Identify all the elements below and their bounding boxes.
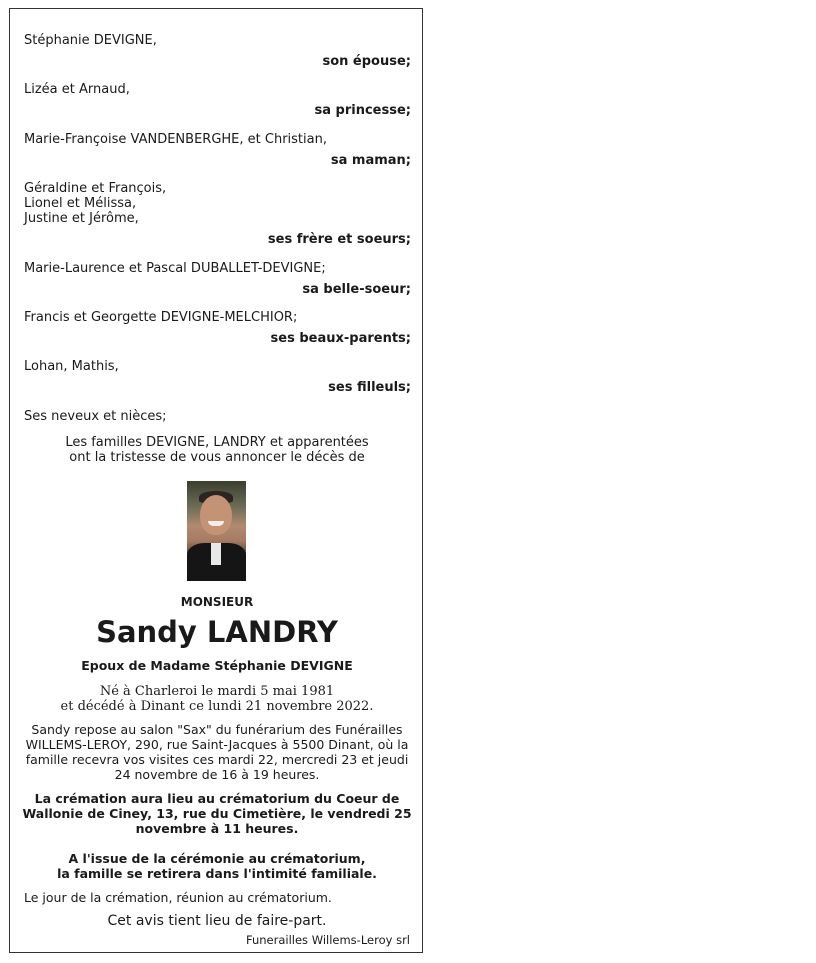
family-names: Lizéa et Arnaud, bbox=[24, 82, 130, 97]
spouse-line: Epoux de Madame Stéphanie DEVIGNE bbox=[81, 658, 353, 673]
family-entry bbox=[24, 33, 411, 69]
visit-text: Sandy repose au salon "Sax" du funérarium des Funérailles WILLEMS-LEROY, 290, rue Saint-Jacques à 5500 Dinant, où la famille recevra vos visites ces mardi 22, mercredi 23 et jeudi 24 novembre de 16 à 19 heures. bbox=[25, 722, 409, 782]
ceremony-text bbox=[20, 851, 414, 881]
family-names: Lohan, Mathis, bbox=[24, 359, 119, 374]
family-entry bbox=[24, 261, 411, 297]
birth-line: Né à Charleroi le mardi 5 mai 1981 bbox=[99, 684, 335, 699]
family-entry bbox=[24, 409, 411, 424]
family-names: Lionel et Mélissa, bbox=[24, 196, 137, 211]
family-role: son épouse; bbox=[322, 54, 411, 69]
cremation-text: La crémation aura lieu au crématorium du Coeur de Wallonie de Ciney, 13, rue du Cimetière, le vendredi 25 novembre à 11 heures. bbox=[22, 791, 412, 836]
notice-text: Cet avis tient lieu de faire-part. bbox=[107, 913, 327, 929]
death-notice-card bbox=[9, 8, 423, 953]
announcement bbox=[20, 435, 414, 465]
family-role: sa princesse; bbox=[314, 103, 411, 118]
family-role: sa maman; bbox=[330, 153, 411, 168]
ceremony-line: A l'issue de la cérémonie au crématorium, bbox=[68, 851, 366, 866]
family-names: Francis et Georgette DEVIGNE-MELCHIOR; bbox=[24, 310, 298, 325]
funeral-home: Funerailles Willems-Leroy srl bbox=[245, 933, 410, 947]
birth-death bbox=[20, 684, 414, 714]
family-names: Stéphanie DEVIGNE, bbox=[24, 33, 157, 48]
announcement-line: Les familles DEVIGNE, LANDRY et apparentées bbox=[65, 435, 369, 450]
family-entry bbox=[24, 82, 411, 118]
deceased-name: Sandy LANDRY bbox=[96, 615, 338, 649]
reunion-text: Le jour de la crémation, réunion au crématorium. bbox=[24, 890, 332, 905]
death-line: et décédé à Dinant ce lundi 21 novembre 2022. bbox=[60, 699, 374, 714]
ceremony-line: la famille se retirera dans l'intimité familiale. bbox=[57, 866, 377, 881]
family-names: Géraldine et François, bbox=[24, 181, 167, 196]
family-entry bbox=[24, 359, 411, 395]
family-names: Marie-Françoise VANDENBERGHE, et Christian, bbox=[24, 132, 327, 147]
family-role: ses frère et soeurs; bbox=[267, 232, 411, 247]
announcement-line: ont la tristesse de vous annoncer le décès de bbox=[69, 450, 365, 465]
family-entry bbox=[24, 310, 411, 346]
family-entry bbox=[24, 132, 411, 168]
family-role: ses beaux-parents; bbox=[270, 331, 411, 346]
deceased-title: MONSIEUR bbox=[180, 595, 254, 609]
family-names: Ses neveux et nièces; bbox=[24, 409, 167, 424]
portrait-photo bbox=[187, 481, 246, 581]
family-names: Marie-Laurence et Pascal DUBALLET-DEVIGNE; bbox=[24, 261, 326, 276]
family-entry bbox=[24, 181, 411, 247]
family-role: ses filleuls; bbox=[328, 380, 411, 395]
family-names: Justine et Jérôme, bbox=[24, 211, 139, 226]
family-role: sa belle-soeur; bbox=[302, 282, 411, 297]
